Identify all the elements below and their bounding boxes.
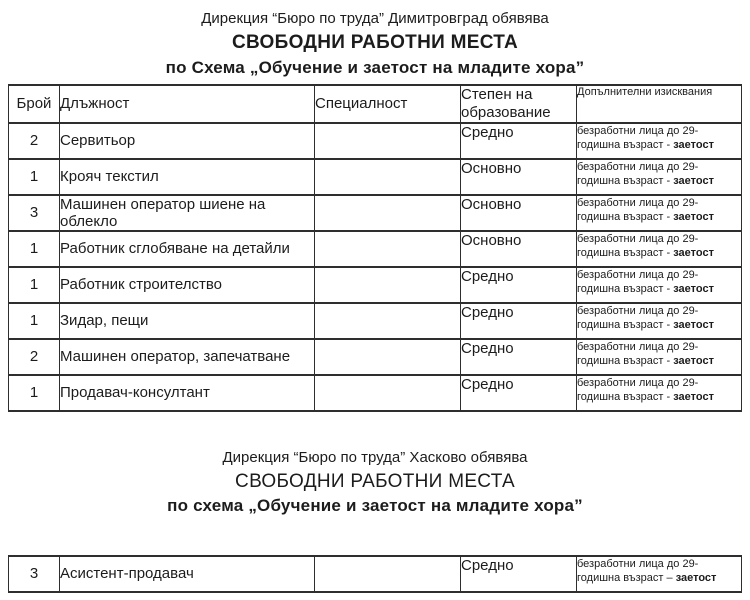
- requirements-line1: безработни лица до 29-: [577, 557, 699, 570]
- cell-education: Основно: [461, 159, 577, 195]
- requirements-line1: безработни лица до 29-: [577, 304, 699, 317]
- cell-specialty: [315, 159, 461, 195]
- cell-requirements: [577, 339, 742, 375]
- table-row: [9, 303, 742, 339]
- cell-position: Сервитьор: [60, 123, 315, 159]
- cell-position: Продавач-консултант: [60, 375, 315, 411]
- cell-specialty: [315, 267, 461, 303]
- requirements-line2: годишна възраст -: [577, 319, 674, 332]
- requirements-line1: безработни лица до 29-: [577, 232, 699, 245]
- section2-header-scheme: по схема „Обучение и заетост на младите хора”: [167, 496, 583, 516]
- cell-position: Зидар, пещи: [60, 303, 315, 339]
- requirements-line2: годишна възраст –: [577, 571, 676, 584]
- section2-header-agency: Дирекция “Бюро по труда” Хасково обявява: [222, 448, 528, 466]
- cell-specialty: [315, 375, 461, 411]
- section2-header-title: СВОБОДНИ РАБОТНИ МЕСТА: [235, 470, 515, 492]
- requirements-line1: безработни лица до 29-: [577, 376, 699, 389]
- requirements-line2: годишна възраст -: [577, 247, 674, 260]
- cell-count: 1: [9, 267, 60, 303]
- requirements-bold: заетост: [675, 571, 717, 584]
- requirements-line2: годишна възраст -: [577, 355, 674, 368]
- requirements-bold: заетост: [673, 391, 714, 404]
- cell-count: 3: [9, 195, 60, 231]
- column-header-position: Длъжност: [60, 85, 315, 123]
- cell-position: Крояч текстил: [60, 159, 315, 195]
- cell-requirements: [577, 303, 742, 339]
- table-row: [9, 267, 742, 303]
- cell-education: Средно: [461, 123, 577, 159]
- requirements-line1: безработни лица до 29-: [577, 268, 699, 281]
- requirements-line2: годишна възраст -: [577, 283, 674, 296]
- section1-header-scheme: по Схема „Обучение и заетост на младите хора”: [165, 57, 585, 77]
- cell-count: 3: [9, 556, 60, 592]
- table-header-row: [9, 85, 742, 123]
- cell-specialty: [315, 339, 461, 375]
- column-header-requirements: Допълнителни изисквания: [577, 85, 742, 123]
- requirements-bold: заетост: [673, 247, 714, 260]
- requirements-line2: годишна възраст -: [577, 139, 674, 152]
- cell-position: Работник сглобяване на детайли: [60, 231, 315, 267]
- cell-education: Основно: [461, 195, 577, 231]
- section-gap: [0, 412, 750, 449]
- column-header-count: Брой: [9, 85, 60, 123]
- cell-education: Средно: [461, 339, 577, 375]
- cell-requirements: [577, 267, 742, 303]
- table-row: [9, 375, 742, 411]
- section1-header: [0, 10, 750, 78]
- cell-education: Средно: [461, 556, 577, 592]
- requirements-line2: годишна възраст -: [577, 391, 674, 404]
- cell-requirements: [577, 123, 742, 159]
- table-row: [9, 556, 742, 592]
- requirements-line2: годишна възраст -: [577, 175, 674, 188]
- cell-education: Средно: [461, 267, 577, 303]
- vacancies-table-haskovo: [8, 555, 742, 593]
- cell-education: Основно: [461, 231, 577, 267]
- cell-specialty: [315, 556, 461, 592]
- requirements-line1: безработни лица до 29-: [577, 160, 699, 173]
- requirements-bold: заетост: [673, 283, 714, 296]
- cell-position: Машинен оператор, запечатване: [60, 339, 315, 375]
- table-row: [9, 123, 742, 159]
- requirements-line1: безработни лица до 29-: [577, 340, 699, 353]
- cell-position: Работник строителство: [60, 267, 315, 303]
- requirements-bold: заетост: [673, 139, 714, 152]
- table-row: [9, 339, 742, 375]
- table-row: [9, 195, 742, 231]
- cell-specialty: [315, 231, 461, 267]
- cell-requirements: [577, 556, 742, 592]
- cell-requirements: [577, 195, 742, 231]
- table-row: [9, 159, 742, 195]
- cell-specialty: [315, 303, 461, 339]
- cell-count: 2: [9, 339, 60, 375]
- table-row: [9, 231, 742, 267]
- requirements-line2: годишна възраст -: [577, 211, 674, 224]
- requirements-line1: безработни лица до 29-: [577, 124, 699, 137]
- cell-count: 1: [9, 375, 60, 411]
- section1-header-agency: Дирекция “Бюро по труда” Димитровград обявява: [201, 10, 549, 27]
- cell-education: Средно: [461, 375, 577, 411]
- cell-position: Асистент-продавач: [60, 556, 315, 592]
- requirements-bold: заетост: [673, 355, 714, 368]
- cell-count: 1: [9, 231, 60, 267]
- vacancies-table-dimitrovgrad: [8, 84, 742, 412]
- column-header-education: Степен на образование: [461, 85, 577, 123]
- column-header-specialty: Специалност: [315, 85, 461, 123]
- requirements-bold: заетост: [673, 211, 714, 224]
- requirements-bold: заетост: [673, 319, 714, 332]
- requirements-bold: заетост: [673, 175, 714, 188]
- cell-count: 2: [9, 123, 60, 159]
- section1-header-title: СВОБОДНИ РАБОТНИ МЕСТА: [231, 31, 519, 53]
- cell-requirements: [577, 375, 742, 411]
- section-gap: [0, 517, 750, 549]
- cell-position: Машинен оператор шиене на облекло: [60, 195, 315, 231]
- cell-specialty: [315, 195, 461, 231]
- cell-specialty: [315, 123, 461, 159]
- section2-header: [0, 449, 750, 517]
- cell-requirements: [577, 159, 742, 195]
- requirements-line1: безработни лица до 29-: [577, 196, 699, 209]
- cell-requirements: [577, 231, 742, 267]
- cell-count: 1: [9, 303, 60, 339]
- cell-count: 1: [9, 159, 60, 195]
- cell-education: Средно: [461, 303, 577, 339]
